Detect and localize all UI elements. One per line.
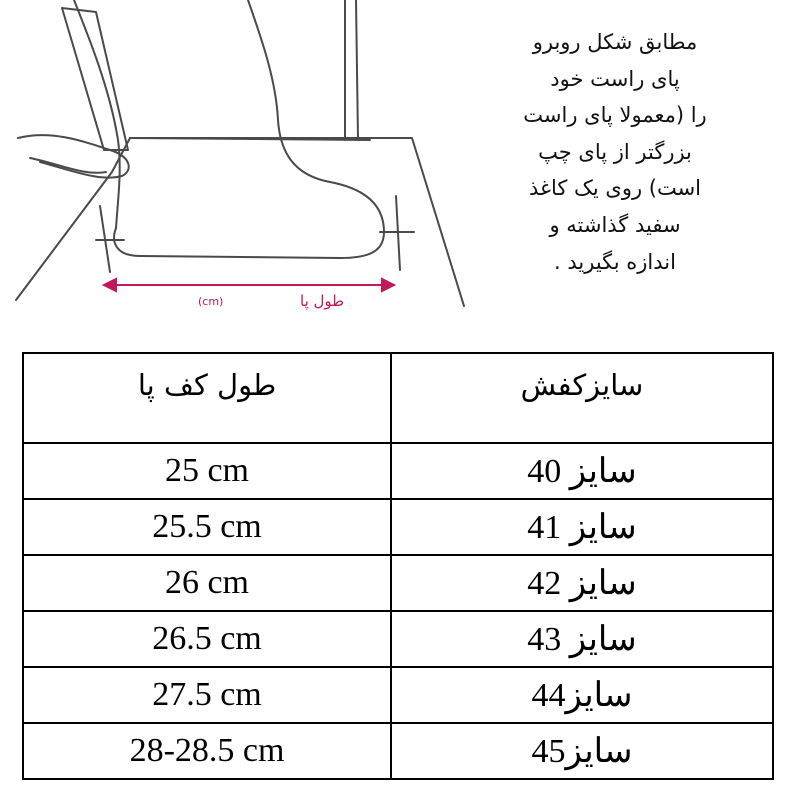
- shoe-size-cell: سایز 40: [391, 443, 773, 499]
- shoe-size-cell: سایز45: [391, 723, 773, 779]
- header-foot-length: طول کف پا: [23, 353, 391, 443]
- wall-line-2: [356, 0, 358, 140]
- length-arrow-left-head: [104, 279, 116, 291]
- table-row: [23, 443, 773, 499]
- table-row: [23, 667, 773, 723]
- shoe-size-cell: سایز44: [391, 667, 773, 723]
- instructions-text: مطابق شکل روبرو پای راست خود را (معمولا پای راست بزرگتر از پای چپ است) روی یک کاغذ سفید گذاشته و اندازه بگیرید .: [523, 30, 707, 274]
- shoe-size-cell: سایز 41: [391, 499, 773, 555]
- foot-length-cell: 25 cm: [23, 443, 391, 499]
- header-shoe-size: سایزکفش: [391, 353, 773, 443]
- shoe-size-cell: سایز 43: [391, 611, 773, 667]
- foot-length-cell: 25.5 cm: [23, 499, 391, 555]
- shoe-size-cell: سایز 42: [391, 555, 773, 611]
- leg-outline-front: [114, 0, 384, 258]
- table-row: [23, 499, 773, 555]
- length-unit: (cm): [198, 295, 224, 308]
- length-arrow-right-head: [382, 279, 394, 291]
- foot-measurement-illustration: [0, 0, 470, 320]
- foot-length-cell: 28-28.5 cm: [23, 723, 391, 779]
- length-label: طول پا: [300, 292, 345, 310]
- table-row: [23, 555, 773, 611]
- foot-length-cell: 27.5 cm: [23, 667, 391, 723]
- table-row: [23, 723, 773, 779]
- table-row: [23, 611, 773, 667]
- pen-shape: [62, 8, 128, 150]
- size-chart-table: [22, 352, 774, 780]
- table-header-row: [23, 353, 773, 443]
- foot-length-cell: 26 cm: [23, 555, 391, 611]
- foot-length-cell: 26.5 cm: [23, 611, 391, 667]
